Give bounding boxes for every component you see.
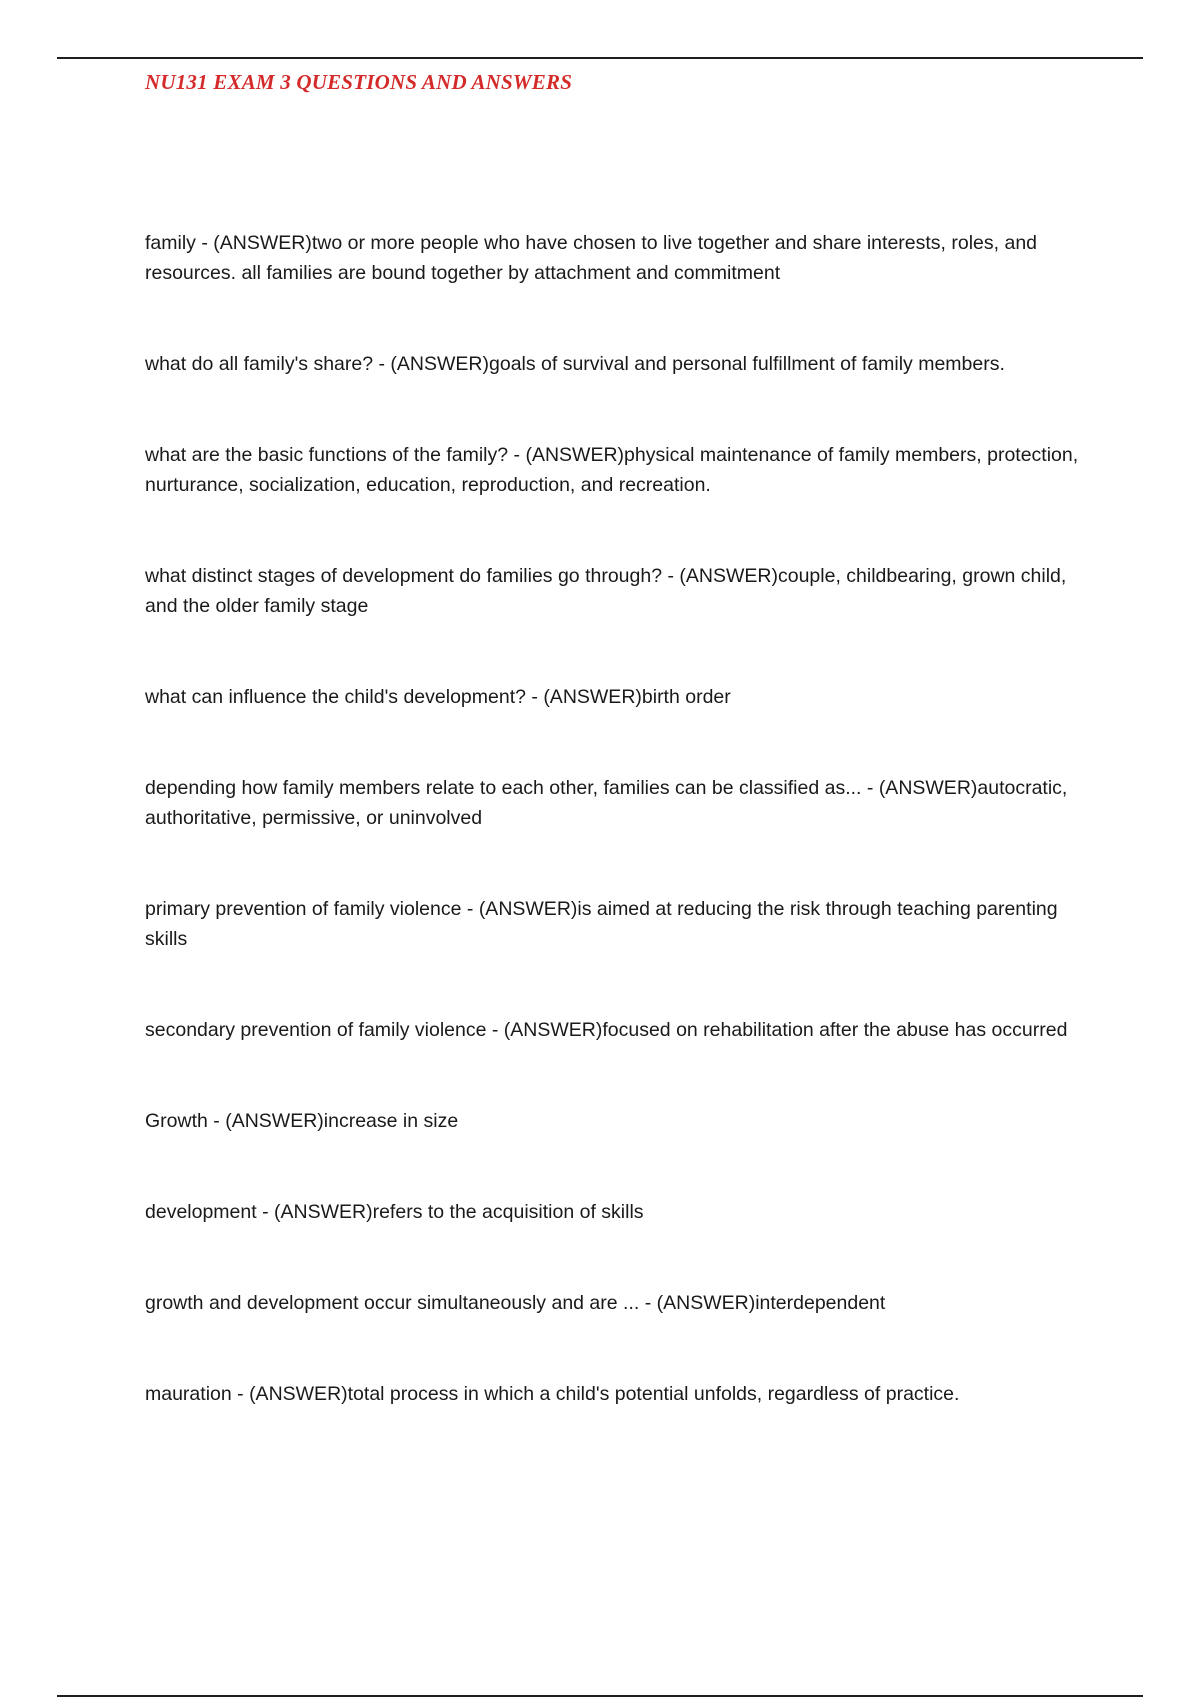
answer-marker: (ANSWER) xyxy=(225,1110,324,1132)
qa-term: primary prevention of family violence xyxy=(145,898,462,920)
qa-term: what can influence the child's development? xyxy=(145,686,526,708)
header-rule xyxy=(57,57,1143,59)
qa-answer: is aimed at reducing the risk through teaching parenting skills xyxy=(145,898,1058,950)
qa-entry: growth and development occur simultaneously and are ... - (ANSWER)interdependent xyxy=(145,1292,886,1314)
qa-entry: secondary prevention of family violence - (ANSWER)focused on rehabilitation after the abuse has occurred xyxy=(145,1019,1068,1041)
answer-marker: (ANSWER) xyxy=(213,232,312,254)
answer-marker: (ANSWER) xyxy=(878,777,978,799)
qa-answer: goals of survival and personal fulfillment of family members. xyxy=(489,353,1005,375)
qa-term: what are the basic functions of the family? xyxy=(145,444,509,466)
answer-marker: (ANSWER) xyxy=(478,898,578,920)
qa-entry: depending how family members relate to each other, families can be classified as... - (ANSWER)autocratic, authoritative, permissive, or uninvolved xyxy=(145,777,1068,829)
qa-answer: focused on rehabilitation after the abuse has occurred xyxy=(602,1019,1068,1041)
qa-answer: physical maintenance of family members, protection, nurturance, socialization, education, reproduction, and recreation. xyxy=(145,444,1079,496)
qa-entry: what distinct stages of development do families go through? - (ANSWER)couple, childbearing, grown child, and the older family stage xyxy=(145,565,1067,617)
qa-list xyxy=(145,228,1080,1470)
answer-marker: (ANSWER) xyxy=(503,1019,603,1041)
qa-entry: development - (ANSWER)refers to the acquisition of skills xyxy=(145,1201,644,1223)
qa-term: secondary prevention of family violence xyxy=(145,1019,487,1041)
qa-entry: primary prevention of family violence - (ANSWER)is aimed at reducing the risk through teaching parenting skills xyxy=(145,898,1058,950)
answer-marker: (ANSWER) xyxy=(656,1292,756,1314)
qa-answer: interdependent xyxy=(755,1292,886,1314)
answer-marker: (ANSWER) xyxy=(274,1201,373,1223)
answer-marker: (ANSWER) xyxy=(249,1383,348,1405)
qa-term: what distinct stages of development do families go through? xyxy=(145,565,663,587)
qa-term: family xyxy=(145,232,196,254)
answer-marker: (ANSWER) xyxy=(679,565,778,587)
qa-answer: couple, childbearing, grown child, and the older family stage xyxy=(145,565,1067,617)
qa-answer: autocratic, authoritative, permissive, or uninvolved xyxy=(145,777,1068,829)
qa-entry: family - (ANSWER)two or more people who have chosen to live together and share interests, roles, and resources. all families are bound together by attachment and commitment xyxy=(145,232,1038,284)
qa-term: growth and development occur simultaneously and are ... xyxy=(145,1292,640,1314)
document-title: NU131 EXAM 3 QUESTIONS AND ANSWERS xyxy=(145,70,573,94)
footer-rule xyxy=(57,1695,1143,1697)
qa-entry: what can influence the child's development? - (ANSWER)birth order xyxy=(145,686,731,708)
answer-marker: (ANSWER) xyxy=(525,444,625,466)
qa-term: depending how family members relate to each other, families can be classified as... xyxy=(145,777,862,799)
qa-answer: two or more people who have chosen to live together and share interests, roles, and resources. all families are bound together by attachment and commitment xyxy=(145,232,1038,284)
qa-entry: what do all family's share? - (ANSWER)goals of survival and personal fulfillment of family members. xyxy=(145,353,1005,375)
answer-marker: (ANSWER) xyxy=(543,686,642,708)
qa-answer: refers to the acquisition of skills xyxy=(372,1201,644,1223)
qa-answer: total process in which a child's potential unfolds, regardless of practice. xyxy=(347,1383,960,1405)
qa-entry: Growth - (ANSWER)increase in size xyxy=(145,1110,459,1132)
qa-answer: increase in size xyxy=(323,1110,459,1132)
qa-answer: birth order xyxy=(641,686,731,708)
answer-marker: (ANSWER) xyxy=(390,353,489,375)
qa-entry: mauration - (ANSWER)total process in which a child's potential unfolds, regardless of practice. xyxy=(145,1383,960,1405)
qa-term: what do all family's share? xyxy=(145,353,374,375)
qa-term: development xyxy=(145,1201,257,1223)
qa-entry: what are the basic functions of the family? - (ANSWER)physical maintenance of family members, protection, nurturance, socialization, education, reproduction, and recreation. xyxy=(145,444,1079,496)
qa-term: mauration xyxy=(145,1383,232,1405)
qa-term: Growth xyxy=(145,1110,208,1132)
